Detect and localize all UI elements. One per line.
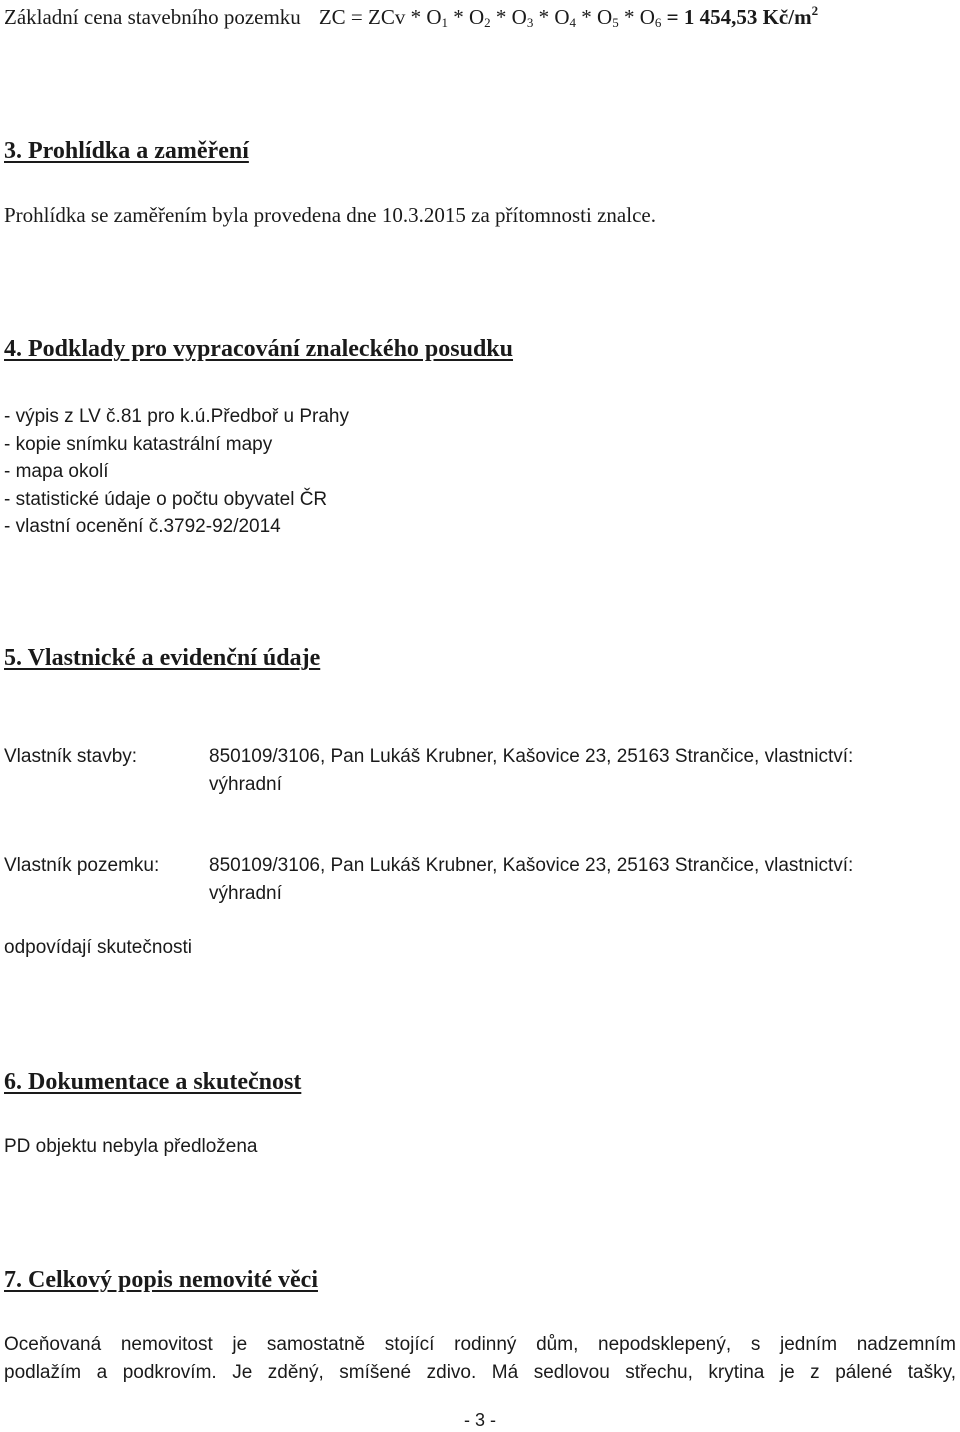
section-5-heading: 5. Vlastnické a evidenční údaje [4,645,321,671]
factor-sub: 5 [612,15,619,30]
section-7-heading: 7. Celkový popis nemovité věci [4,1267,318,1293]
list-item: - mapa okolí [4,461,109,482]
section-7-line: podlažím a podkrovím. Je zděný, smíšené zdivo. Má sedlovou střechu, krytina je z pálené tašky, [4,1362,956,1383]
factor-base: O [597,5,613,29]
factor-sub: 2 [484,15,491,30]
section-3-heading: 3. Prohlídka a zaměření [4,138,249,164]
sources-list [4,403,349,541]
factor-sub: 3 [526,15,534,30]
factor-sub: 6 [654,15,662,30]
factor-sub: 4 [569,15,577,30]
list-item: - statistické údaje o počtu obyvatel ČR [4,488,328,510]
factor-base: O [554,5,570,29]
formula-label: Základní cena stavebního pozemku [4,5,301,29]
owner-value-line: výhradní [209,883,282,904]
owner-value-line: výhradní [209,774,282,795]
list-item: - kopie snímku katastrální mapy [4,433,273,455]
page-number: - 3 - [463,1410,496,1430]
factor-base: O [469,5,485,29]
factor-sub: 1 [441,15,448,30]
owner-value-line: 850109/3106, Pan Lukáš Krubner, Kašovice 23, 25163 Strančice, vlastnictví: [209,855,854,876]
factor-base: O [639,5,655,29]
owner-value-line: 850109/3106, Pan Lukáš Krubner, Kašovice 23, 25163 Strančice, vlastnictví: [209,746,854,767]
section-3-text: Prohlídka se zaměřením byla provedena dne 10.3.2015 za přítomnosti znalce. [4,203,656,227]
section-6-heading: 6. Dokumentace a skutečnost [4,1069,302,1095]
owner-label: Vlastník stavby: [4,746,138,767]
section-4-heading: 4. Podklady pro vypracování znaleckého posudku [4,336,514,362]
owner-value [209,852,957,908]
section-7-line: Oceňovaná nemovitost je samostatně stojící rodinný dům, nepodsklepený, s jedním nadzemním [4,1334,956,1355]
section-5-note: odpovídají skutečnosti [4,937,193,958]
formula-lhs: ZC = ZCv [318,5,406,29]
owner-label: Vlastník pozemku: [4,855,160,876]
factor-base: O [511,5,527,29]
list-item: - vlastní ocenění č.3792-92/2014 [4,516,281,537]
list-item: - výpis z LV č.81 pro k.ú.Předboř u Prahy [4,406,349,427]
formula-result-exponent: 2 [811,3,819,18]
owner-value [209,743,957,799]
section-6-text: PD objektu nebyla předložena [4,1136,258,1157]
factor-base: O [426,5,442,29]
formula-result: = 1 454,53 Kč/m [666,5,812,29]
price-formula: Základní cena stavebního pozemku ZC = ZCv * $O_1 * O_2 * O_3 * O_4 * O_5 * O_6 = 1$ 454,53 $Kč/m^2$ [4,3,819,30]
